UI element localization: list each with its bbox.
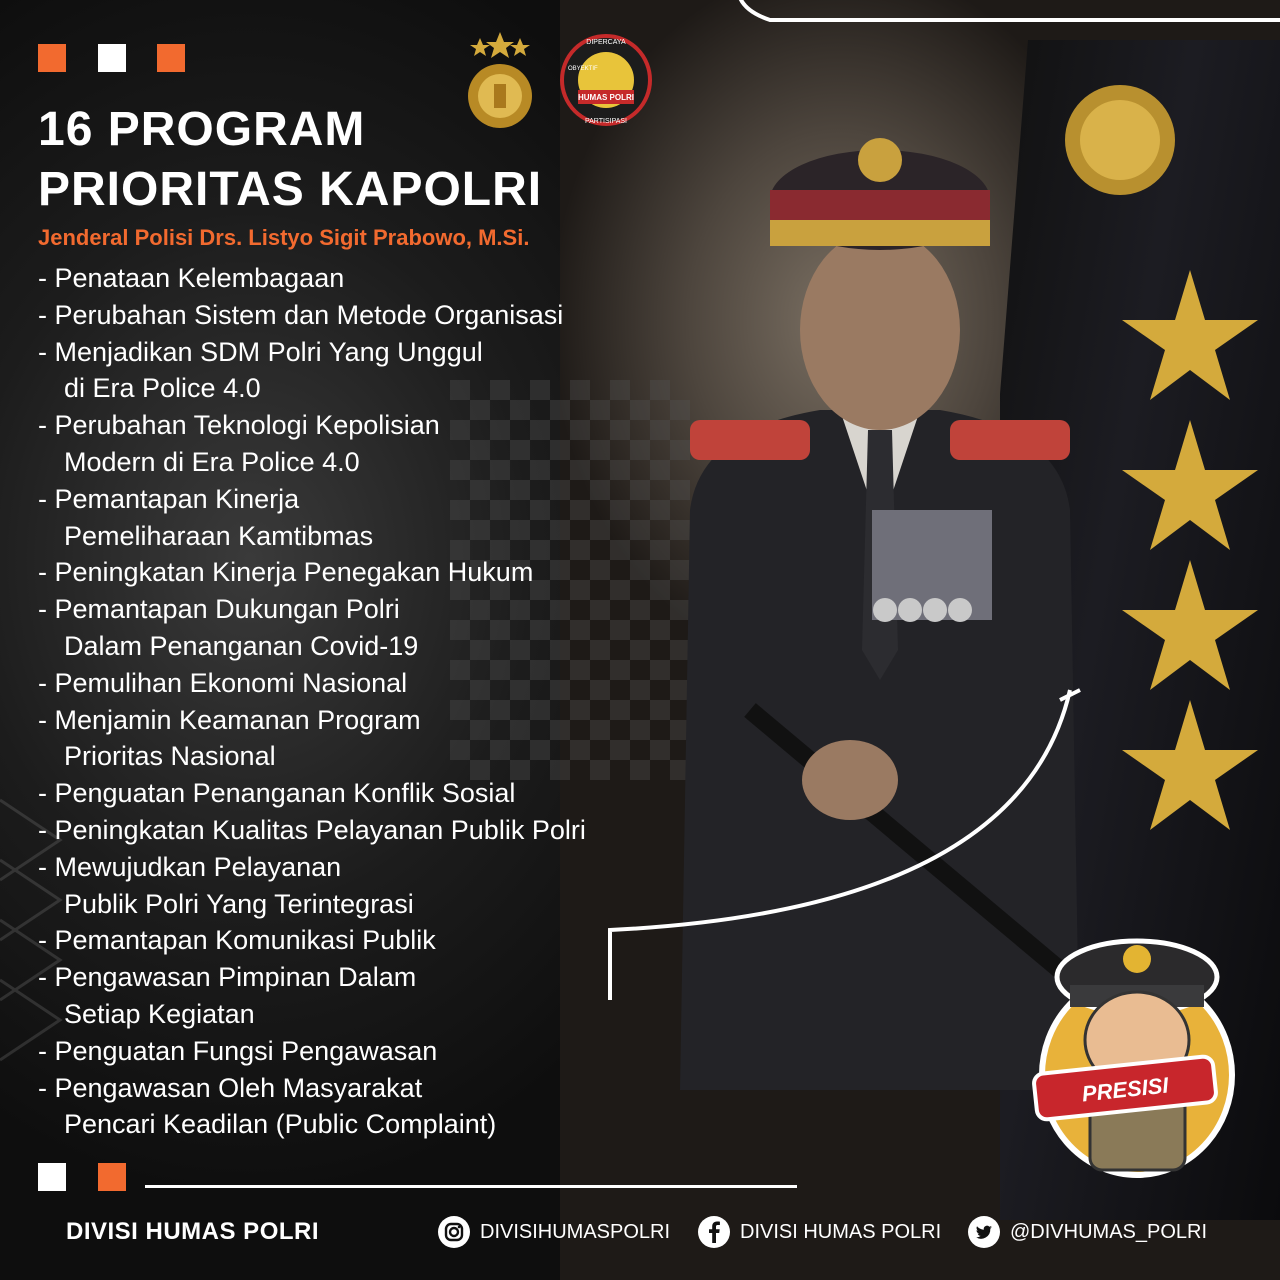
accent-square (38, 1163, 66, 1191)
item-text: - Perubahan Sistem dan Metode Organisasi (38, 299, 564, 330)
item-text-cont: Pencari Keadilan (Public Complaint) (64, 1109, 497, 1140)
list-item (38, 702, 678, 776)
item-text-cont: Modern di Era Police 4.0 (64, 446, 360, 477)
item-text: - Pengawasan Oleh Masyarakat (38, 1072, 423, 1103)
item-text: - Peningkatan Kinerja Penegakan Hukum (38, 557, 534, 588)
title-line: 16 PROGRAM (38, 103, 366, 156)
item-text: - Pemulihan Ekonomi Nasional (38, 667, 408, 698)
list-item (38, 297, 678, 334)
mascot-badge-text: PRESISI (1080, 1072, 1170, 1107)
item-text-cont: Dalam Penanganan Covid-19 (64, 630, 419, 661)
list-item (38, 665, 678, 702)
humas-polri-seal (560, 30, 652, 130)
accent-square (38, 44, 66, 72)
twitter-link[interactable] (968, 1216, 1207, 1248)
list-item (38, 775, 678, 812)
footer-divider (145, 1185, 797, 1188)
item-text: - Peningkatan Kualitas Pelayanan Publik Polri (38, 814, 586, 845)
item-text: - Penataan Kelembagaan (38, 263, 345, 293)
list-item (38, 1070, 678, 1144)
list-item (38, 959, 678, 1033)
item-text-cont: Prioritas Nasional (64, 741, 276, 772)
list-item (38, 260, 678, 297)
item-text: - Menjamin Keamanan Program (38, 704, 421, 735)
list-item (38, 812, 678, 849)
facebook-icon (698, 1216, 730, 1248)
item-text-cont: Setiap Kegiatan (64, 998, 255, 1029)
presisi-mascot (1030, 915, 1245, 1185)
decorative-arc-top (730, 0, 1280, 110)
seal-top-text: DIPERCAYA (586, 39, 626, 46)
item-text: - Pemantapan Komunikasi Publik (38, 925, 436, 956)
item-text-cont: Pemeliharaan Kamtibmas (64, 520, 374, 551)
twitter-icon (968, 1216, 1000, 1248)
item-text: - Perubahan Teknologi Kepolisian (38, 410, 440, 441)
instagram-link[interactable] (438, 1216, 670, 1248)
item-text: - Pengawasan Pimpinan Dalam (38, 962, 417, 993)
list-item (38, 334, 678, 408)
seal-bottom-text: PARTISIPASI (584, 118, 628, 125)
title-line: PRIORITAS KAPOLRI (38, 163, 543, 216)
twitter-handle: @DIVHUMAS_POLRI (1010, 1220, 1208, 1243)
page-title (38, 100, 542, 220)
seal-left-text: OBYEKTIF (568, 66, 598, 72)
program-list (38, 260, 678, 1143)
facebook-handle: DIVISI HUMAS POLRI (740, 1220, 942, 1243)
seal-center-text: HUMAS POLRI (578, 93, 634, 102)
subtitle: Jenderal Polisi Drs. Listyo Sigit Prabowo, M.Si. (38, 225, 530, 250)
list-item (38, 481, 678, 555)
accent-square (157, 44, 185, 72)
accent-square (98, 44, 126, 72)
list-item (38, 554, 678, 591)
facebook-link[interactable] (698, 1216, 941, 1248)
item-text: - Pemantapan Kinerja (38, 483, 300, 514)
item-text-cont: di Era Police 4.0 (64, 373, 261, 404)
item-text: - Menjadikan SDM Polri Yang Unggul (38, 336, 483, 367)
item-text-cont: Publik Polri Yang Terintegrasi (64, 888, 414, 919)
list-item (38, 591, 678, 665)
list-item (38, 407, 678, 481)
list-item (38, 1033, 678, 1070)
item-text: - Penguatan Penanganan Konflik Sosial (38, 778, 516, 809)
accent-square (98, 1163, 126, 1191)
instagram-handle: DIVISIHUMASPOLRI (480, 1220, 671, 1243)
item-text: - Penguatan Fungsi Pengawasan (38, 1035, 438, 1066)
list-item (38, 849, 678, 923)
item-text: - Mewujudkan Pelayanan (38, 851, 342, 882)
instagram-icon (438, 1216, 470, 1248)
list-item (38, 922, 678, 959)
item-text: - Pemantapan Dukungan Polri (38, 594, 400, 625)
footer-org: DIVISI HUMAS POLRI (66, 1218, 320, 1245)
